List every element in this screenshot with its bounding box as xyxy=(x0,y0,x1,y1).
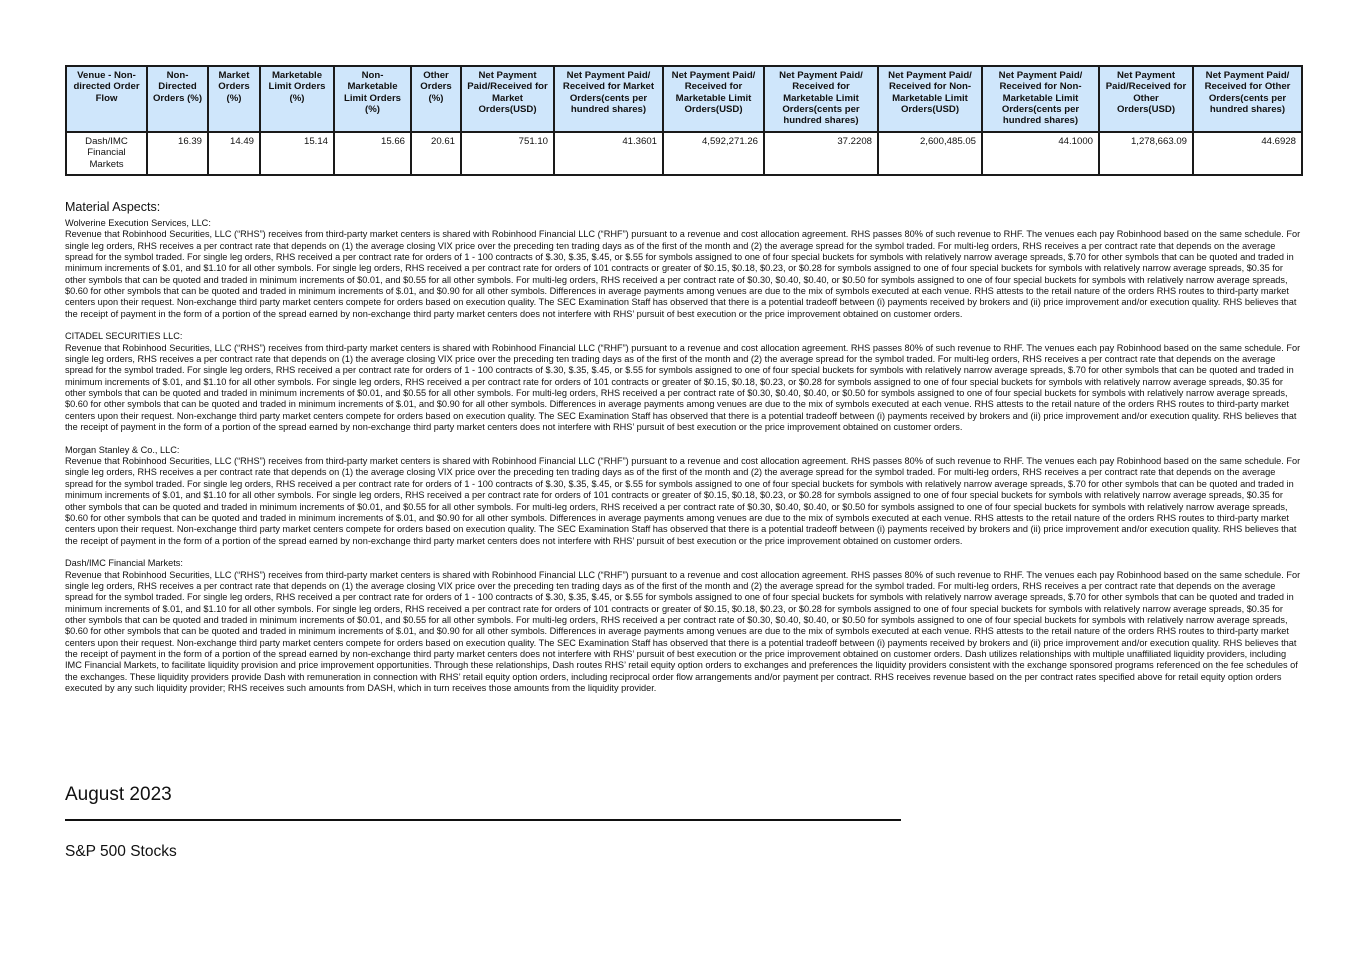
aspect-text: Revenue that Robinhood Securities, LLC (“RHS”) receives from third-party market centers is shared with Robinhood Financial LLC (“RHF”) pursuant to a revenue and cost allocation agreement. RHS passes 80% of such revenue to RHF. The venues each pay Robinhood based on the same schedule. For single leg orders, RHS receives a per contract rate that depends on (1) the average closing VIX price over the preceding ten trading days as of the first of the month and (2) the average spread for the symbol traded. For multi-leg orders, RHS receives a per contract rate that depends on the average spread for the symbol traded. For single leg orders, RHS received a per contract rate for orders of 1 - 100 contracts of $.30, $.35, $.45, or $.55 for symbols assigned to one of four special buckets for symbols with relatively narrow average spreads, $.70 for other symbols that can be quoted and traded in minimum increments of $.01, and $1.10 for all other symbols. For single leg orders, RHS received a per contract rate for orders of 101 contracts or greater of $0.15, $0.18, $0.23, or $0.28 for symbols assigned to one of four special buckets for symbols with relatively narrow average spreads, $0.35 for other symbols that can be quoted and traded in minimum increments of $0.01, and $0.55 for all other symbols. For multi-leg orders, RHS received a per contract rate of $0.30, $0.40, $0.40, or $0.50 for symbols assigned to one of four special buckets for symbols with relatively narrow average spreads, $0.60 for other symbols that can be quoted and traded in minimum increments of $.01, and $0.90 for all other symbols. Differences in average payments among venues are due to the mix of symbols executed at each venue. RHS attests to the retail nature of the orders RHS routes to third-party market centers upon their request. Non-exchange third party market centers compete for orders based on execution quality. The SEC Examination Staff has observed that there is a potential tradeoff between (i) payments received by brokers and (ii) price improvement and/or execution quality. RHS believes that the receipt of payment in the form of a portion of the spread earned by non-exchange third party market centers does not interfere with RHS’ pursuit of best execution or the price improvement obtained on customer orders. xyxy=(65,229,1301,319)
cell-non-directed-orders: 16.39 xyxy=(147,132,208,175)
header-net-payment-marketable-limit-usd: Net Payment Paid/ Received for Marketable Limit Orders(USD) xyxy=(663,66,764,132)
cell-net-payment-other-usd: 1,278,663.09 xyxy=(1099,132,1193,175)
header-net-payment-other-cents: Net Payment Paid/ Received for Other Orders(cents per hundred shares) xyxy=(1193,66,1302,132)
header-other-orders: Other Orders (%) xyxy=(411,66,461,132)
cell-other-orders: 20.61 xyxy=(411,132,461,175)
material-aspect-wolverine xyxy=(65,218,1301,320)
cell-marketable-limit-orders: 15.14 xyxy=(260,132,334,175)
cell-venue: Dash/IMC Financial Markets xyxy=(66,132,147,175)
month-title: August 2023 xyxy=(65,784,172,805)
header-net-payment-other-usd: Net Payment Paid/Received for Other Orders(USD) xyxy=(1099,66,1193,132)
cell-net-payment-marketable-limit-usd: 4,592,271.26 xyxy=(663,132,764,175)
cell-net-payment-market-cents: 41.3601 xyxy=(554,132,663,175)
aspect-venue-name: Dash/IMC Financial Markets: xyxy=(65,558,183,569)
header-marketable-limit-orders: Marketable Limit Orders (%) xyxy=(260,66,334,132)
material-aspect-morgan-stanley xyxy=(65,445,1301,547)
cell-market-orders: 14.49 xyxy=(208,132,260,175)
table-header-row xyxy=(66,66,1302,132)
header-non-marketable-limit-orders: Non-Marketable Limit Orders (%) xyxy=(334,66,411,132)
cell-net-payment-marketable-limit-cents: 37.2208 xyxy=(764,132,878,175)
cell-non-marketable-limit-orders: 15.66 xyxy=(334,132,411,175)
aspect-venue-name: CITADEL SECURITIES LLC: xyxy=(65,331,183,342)
report-page xyxy=(65,65,1301,706)
aspect-venue-name: Morgan Stanley & Co., LLC: xyxy=(65,444,180,455)
header-non-directed-orders: Non-Directed Orders (%) xyxy=(147,66,208,132)
aspect-text: Revenue that Robinhood Securities, LLC (“RHS”) receives from third-party market centers is shared with Robinhood Financial LLC (“RHF”) pursuant to a revenue and cost allocation agreement. RHS passes 80% of such revenue to RHF. The venues each pay Robinhood based on the same schedule. For single leg orders, RHS receives a per contract rate that depends on (1) the average closing VIX price over the preceding ten trading days as of the first of the month and (2) the average spread for the symbol traded. For multi-leg orders, RHS receives a per contract rate that depends on the average spread for the symbol traded. For single leg orders, RHS received a per contract rate for orders of 1 - 100 contracts of $.30, $.35, $.45, or $.55 for symbols assigned to one of four special buckets for symbols with relatively narrow average spreads, $.70 for other symbols that can be quoted and traded in minimum increments of $.01, and $1.10 for all other symbols. For single leg orders, RHS received a per contract rate for orders of 101 contracts or greater of $0.15, $0.18, $0.23, or $0.28 for symbols assigned to one of four special buckets for symbols with relatively narrow average spreads, $0.35 for other symbols that can be quoted and traded in minimum increments of $0.01, and $0.55 for all other symbols. For multi-leg orders, RHS received a per contract rate of $0.30, $0.40, $0.40, or $0.50 for symbols assigned to one of four special buckets for symbols with relatively narrow average spreads, $0.60 for other symbols that can be quoted and traded in minimum increments of $.01, and $0.90 for all other symbols. Differences in average payments among venues are due to the mix of symbols executed at each venue. RHS attests to the retail nature of the orders RHS routes to third-party market centers upon their request. Non-exchange third party market centers compete for orders based on execution quality. The SEC Examination Staff has observed that there is a potential tradeoff between (i) payments received by brokers and (ii) price improvement and/or execution quality. RHS believes that the receipt of payment in the form of a portion of the spread earned by non-exchange third party market centers does not interfere with RHS’ pursuit of best execution or the price improvement obtained on customer orders. xyxy=(65,456,1301,546)
aspect-text: Revenue that Robinhood Securities, LLC (“RHS”) receives from third-party market centers is shared with Robinhood Financial LLC (“RHF”) pursuant to a revenue and cost allocation agreement. RHS passes 80% of such revenue to RHF. The venues each pay Robinhood based on the same schedule. For single leg orders, RHS receives a per contract rate that depends on (1) the average closing VIX price over the preceding ten trading days as of the first of the month and (2) the average spread for the symbol traded. For multi-leg orders, RHS receives a per contract rate that depends on the average spread for the symbol traded. For single leg orders, RHS received a per contract rate for orders of 1 - 100 contracts of $.30, $.35, $.45, or $.55 for symbols assigned to one of four special buckets for symbols with relatively narrow average spreads, $.70 for other symbols that can be quoted and traded in minimum increments of $.01, and $1.10 for all other symbols. For single leg orders, RHS received a per contract rate for orders of 101 contracts or greater of $0.15, $0.18, $0.23, or $0.28 for symbols assigned to one of four special buckets for symbols with relatively narrow average spreads, $0.35 for other symbols that can be quoted and traded in minimum increments of $0.01, and $0.55 for all other symbols. For multi-leg orders, RHS received a per contract rate of $0.30, $0.40, $0.40, or $0.50 for symbols assigned to one of four special buckets for symbols with relatively narrow average spreads, $0.60 for other symbols that can be quoted and traded in minimum increments of $.01, and $0.90 for all other symbols. Differences in average payments among venues are due to the mix of symbols executed at each venue. RHS attests to the retail nature of the orders RHS routes to third-party market centers upon their request. Non-exchange third party market centers compete for orders based on execution quality. The SEC Examination Staff has observed that there is a potential tradeoff between (i) payments received by brokers and (ii) price improvement and/or execution quality. RHS believes that the receipt of payment in the form of a portion of the spread earned by non-exchange third party market centers does not interfere with RHS’ pursuit of best execution or the price improvement obtained on customer orders. xyxy=(65,342,1301,433)
aspect-venue-name: Wolverine Execution Services, LLC: xyxy=(65,218,211,228)
month-divider xyxy=(65,819,901,821)
cell-net-payment-non-marketable-limit-usd: 2,600,485.05 xyxy=(878,132,982,175)
venue-payment-table xyxy=(65,65,1303,176)
header-venue: Venue - Non-directed Order Flow xyxy=(66,66,147,132)
cell-net-payment-non-marketable-limit-cents: 44.1000 xyxy=(982,132,1099,175)
material-aspects-heading: Material Aspects: xyxy=(65,200,161,214)
header-net-payment-non-marketable-limit-cents: Net Payment Paid/ Received for Non-Marketable Limit Orders(cents per hundred shares) xyxy=(982,66,1099,132)
header-market-orders: Market Orders (%) xyxy=(208,66,260,132)
header-net-payment-marketable-limit-cents: Net Payment Paid/ Received for Marketable Limit Orders(cents per hundred shares) xyxy=(764,66,878,132)
header-net-payment-market-cents: Net Payment Paid/ Received for Market Orders(cents per hundred shares) xyxy=(554,66,663,132)
table-row xyxy=(66,132,1302,175)
cell-net-payment-market-usd: 751.10 xyxy=(461,132,554,175)
aspect-text: Revenue that Robinhood Securities, LLC (“RHS”) receives from third-party market centers is shared with Robinhood Financial LLC (“RHF”) pursuant to a revenue and cost allocation agreement. RHS passes 80% of such revenue to RHF. The venues each pay Robinhood based on the same schedule. For single leg orders, RHS receives a per contract rate that depends on (1) the average closing VIX price over the preceding ten trading days as of the first of the month and (2) the average spread for the symbol traded. For multi-leg orders, RHS receives a per contract rate that depends on the average spread for the symbol traded. For single leg orders, RHS received a per contract rate for orders of 1 - 100 contracts of $.30, $.35, $.45, or $.55 for symbols assigned to one of four special buckets for symbols with relatively narrow average spreads, $.70 for other symbols that can be quoted and traded in minimum increments of $.01, and $1.10 for all other symbols. For single leg orders, RHS received a per contract rate for orders of 101 contracts or greater of $0.15, $0.18, $0.23, or $0.28 for symbols assigned to one of four special buckets for symbols with relatively narrow average spreads, $0.35 for other symbols that can be quoted and traded in minimum increments of $0.01, and $0.55 for all other symbols. For multi-leg orders, RHS received a per contract rate of $0.30, $0.40, $0.40, or $0.50 for symbols assigned to one of four special buckets for symbols with relatively narrow average spreads, $0.60 for other symbols that can be quoted and traded in minimum increments of $.01, and $0.90 for all other symbols. Differences in average payments among venues are due to the mix of symbols executed at each venue. RHS attests to the retail nature of the orders RHS routes to third-party market centers upon their request. Non-exchange third party market centers compete for orders based on execution quality. The SEC Examination Staff has observed that there is a potential tradeoff between (i) payments received by brokers and (ii) price improvement and/or execution quality. RHS believes that the receipt of payment in the form of a portion of the spread earned by non-exchange third party market centers does not interfere with RHS’ pursuit of best execution or the price improvement obtained on customer orders. Dash utilizes relationships with multiple unaffiliated liquidity providers, including IMC Financial Markets, to facilitate liquidity provision and price improvement opportunities. Through these relationships, Dash routes RHS’ retail equity option orders to exchanges and preferences the liquidity providers consistent with the exchange sponsored programs referenced on the fee schedules of the exchanges. These liquidity providers provide Dash with remuneration in connection with RHS’ retail equity option orders, including reciprocal order flow arrangements and/or payment per contract. RHS receives revenue based on the per contract rates specified above for retail equity option orders executed by any such liquidity provider; RHS receives such amounts from DASH, which in turn receives those amounts from the liquidity provider. xyxy=(65,569,1301,693)
material-aspect-dash-imc xyxy=(65,558,1301,694)
header-net-payment-market-usd: Net Payment Paid/Received for Market Orders(USD) xyxy=(461,66,554,132)
material-aspect-citadel xyxy=(65,331,1301,433)
cell-net-payment-other-cents: 44.6928 xyxy=(1193,132,1302,175)
header-net-payment-non-marketable-limit-usd: Net Payment Paid/ Received for Non-Marketable Limit Orders(USD) xyxy=(878,66,982,132)
subsection-title: S&P 500 Stocks xyxy=(65,843,177,860)
